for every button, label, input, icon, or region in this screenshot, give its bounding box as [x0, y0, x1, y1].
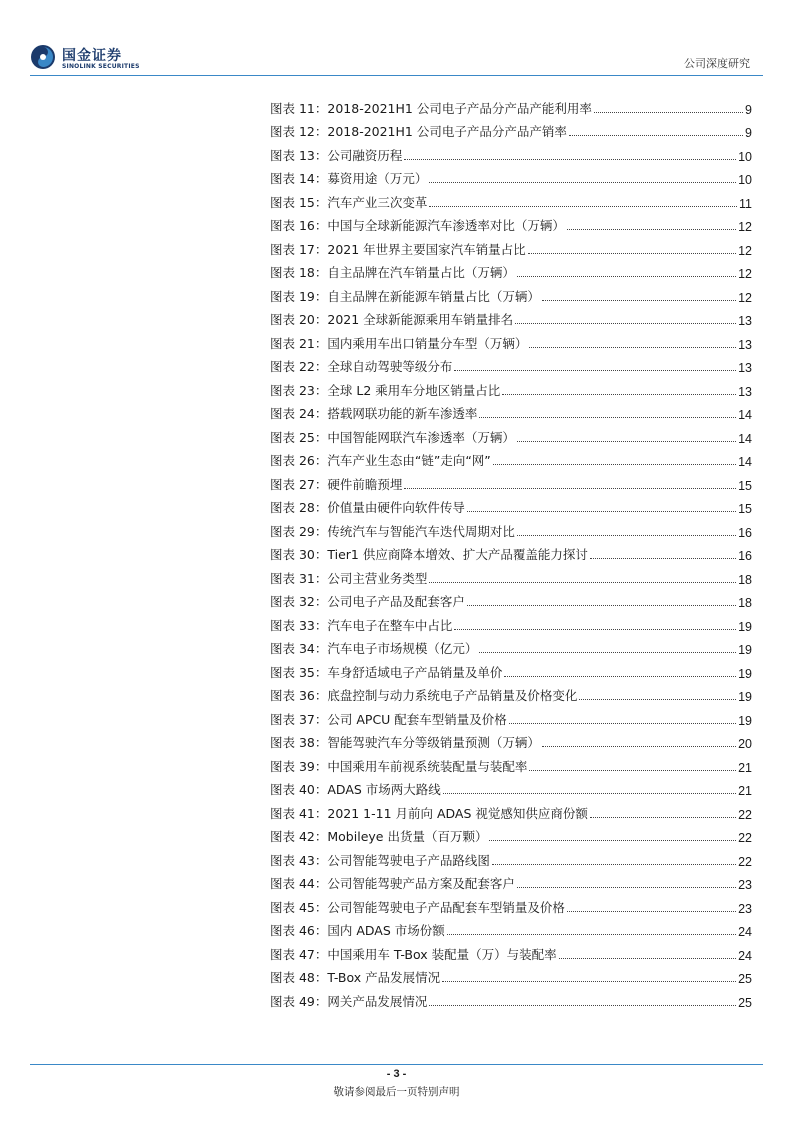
toc-leader-dots [429, 1004, 736, 1006]
toc-entry-label: 图表 42：Mobileye 出货量（百万颗） [270, 829, 488, 844]
toc-entry-page: 12 [738, 267, 752, 281]
toc-entry-page: 11 [739, 196, 752, 211]
toc-entry-label: 图表 37：公司 APCU 配套车型销量及价格 [270, 711, 507, 727]
toc-leader-dots [559, 957, 736, 959]
toc-leader-dots [489, 839, 736, 841]
toc-entry-label: 图表 49：网关产品发展情况 [270, 993, 428, 1009]
toc-leader-dots [492, 863, 736, 865]
toc-entry-label: 图表 41：2021 1-11 月前向 ADAS 视觉感知供应商份额 [270, 805, 588, 821]
toc-entry-label: 图表 17：2021 年世界主要国家汽车销量占比 [270, 241, 526, 257]
toc-entry-page: 24 [738, 925, 752, 939]
toc-entry-page: 22 [738, 831, 752, 845]
table-of-figures [270, 93, 752, 1010]
toc-entry-label: 图表 24：搭载网联功能的新车渗透率 [270, 406, 478, 421]
toc-entry[interactable] [270, 469, 752, 493]
toc-leader-dots [529, 346, 736, 348]
toc-entry[interactable] [270, 704, 752, 728]
toc-entry-page: 19 [738, 666, 752, 681]
toc-entry[interactable] [270, 399, 752, 423]
toc-entry-page: 14 [738, 455, 752, 469]
toc-entry[interactable] [270, 916, 752, 940]
toc-entry-label: 图表 15：汽车产业三次变革 [270, 194, 428, 210]
toc-entry[interactable] [270, 446, 752, 470]
toc-entry-page: 19 [738, 713, 752, 728]
toc-entry-label: 图表 38：智能驾驶汽车分等级销量预测（万辆） [270, 735, 540, 750]
toc-entry[interactable] [270, 211, 752, 235]
toc-entry-label: 图表 32：公司电子产品及配套客户 [270, 594, 465, 609]
toc-leader-dots [479, 651, 736, 653]
toc-entry[interactable] [270, 751, 752, 775]
toc-entry-label: 图表 22：全球自动驾驶等级分布 [270, 359, 453, 374]
toc-entry[interactable] [270, 986, 752, 1010]
toc-entry-page: 21 [738, 760, 752, 775]
toc-entry[interactable] [270, 281, 752, 305]
toc-entry[interactable] [270, 117, 752, 141]
toc-entry-label: 图表 23：全球 L2 乘用车分地区销量占比 [270, 382, 501, 398]
toc-entry-page: 23 [738, 901, 752, 916]
toc-entry-label: 图表 30：Tier1 供应商降本增效、扩大产品覆盖能力探讨 [270, 547, 588, 562]
toc-leader-dots [567, 228, 736, 230]
toc-entry[interactable] [270, 305, 752, 329]
toc-leader-dots [429, 181, 736, 183]
toc-leader-dots [429, 581, 736, 583]
toc-entry[interactable] [270, 352, 752, 376]
toc-entry-label: 图表 33：汽车电子在整车中占比 [270, 617, 453, 633]
toc-leader-dots [515, 322, 736, 324]
toc-entry[interactable] [270, 140, 752, 164]
toc-entry-label: 图表 44：公司智能驾驶产品方案及配套客户 [270, 876, 515, 891]
toc-entry[interactable] [270, 822, 752, 846]
page-number: - 3 - [386, 1068, 407, 1080]
toc-leader-dots [517, 440, 736, 442]
toc-entry[interactable] [270, 892, 752, 916]
toc-entry-page: 19 [738, 690, 752, 704]
toc-entry[interactable] [270, 845, 752, 869]
toc-entry-label: 图表 47：中国乘用车 T-Box 装配量（万）与装配率 [270, 946, 557, 962]
toc-entry-label: 图表 36：底盘控制与动力系统电子产品销量及价格变化 [270, 688, 578, 703]
toc-entry-page: 19 [738, 643, 752, 657]
toc-entry-label: 图表 39：中国乘用车前视系统装配量与装配率 [270, 758, 528, 774]
toc-leader-dots [467, 604, 736, 606]
toc-entry[interactable] [270, 681, 752, 705]
toc-entry[interactable] [270, 93, 752, 117]
toc-entry[interactable] [270, 563, 752, 587]
toc-entry-label: 图表 13：公司融资历程 [270, 147, 403, 163]
toc-entry-page: 12 [738, 243, 752, 258]
toc-entry-label: 图表 45：公司智能驾驶电子产品配套车型销量及价格 [270, 899, 565, 915]
toc-entry-page: 24 [738, 948, 752, 963]
toc-leader-dots [569, 134, 743, 136]
toc-entry-label: 图表 27：硬件前瞻预埋 [270, 476, 403, 492]
toc-entry[interactable] [270, 234, 752, 258]
toc-entry-page: 14 [738, 408, 752, 422]
toc-entry[interactable] [270, 540, 752, 564]
toc-entry-label: 图表 46：国内 ADAS 市场份额 [270, 923, 445, 938]
toc-entry-label: 图表 18：自主品牌在汽车销量占比（万辆） [270, 265, 515, 280]
toc-leader-dots [404, 158, 736, 160]
toc-leader-dots [594, 111, 743, 113]
toc-entry-label: 图表 11：2018-2021H1 公司电子产品分产品产能利用率 [270, 100, 592, 116]
toc-entry[interactable] [270, 164, 752, 188]
header-divider [30, 75, 763, 76]
toc-entry-page: 23 [738, 878, 752, 892]
toc-entry-page: 25 [738, 995, 752, 1010]
toc-entry[interactable] [270, 939, 752, 963]
toc-entry-page: 13 [738, 384, 752, 399]
toc-entry-page: 22 [738, 854, 752, 869]
toc-entry-page: 14 [738, 431, 752, 446]
toc-entry-label: 图表 43：公司智能驾驶电子产品路线图 [270, 852, 490, 868]
toc-leader-dots [517, 275, 736, 277]
toc-entry[interactable] [270, 728, 752, 752]
toc-entry-label: 图表 21：国内乘用车出口销量分车型（万辆） [270, 335, 528, 351]
toc-entry-page: 15 [738, 502, 752, 516]
toc-entry-page: 19 [738, 619, 752, 634]
toc-entry-label: 图表 40：ADAS 市场两大路线 [270, 782, 441, 797]
toc-entry-page: 9 [745, 102, 752, 117]
toc-entry[interactable] [270, 422, 752, 446]
toc-leader-dots [479, 416, 736, 418]
footer-divider [30, 1064, 763, 1065]
toc-entry-page: 18 [738, 596, 752, 610]
toc-entry-page: 15 [738, 478, 752, 493]
toc-entry-label: 图表 48：T-Box 产品发展情况 [270, 970, 441, 985]
toc-entry[interactable] [270, 516, 752, 540]
toc-leader-dots [542, 299, 736, 301]
toc-leader-dots [504, 675, 736, 677]
toc-entry-label: 图表 25：中国智能网联汽车渗透率（万辆） [270, 429, 515, 445]
toc-entry[interactable] [270, 187, 752, 211]
toc-entry-label: 图表 35：车身舒适域电子产品销量及单价 [270, 664, 503, 680]
logo-name-en: SINOLINK SECURITIES [62, 63, 140, 70]
toc-entry-label: 图表 14：募资用途（万元） [270, 171, 428, 186]
toc-entry-page: 12 [738, 220, 752, 234]
toc-entry[interactable] [270, 657, 752, 681]
toc-leader-dots [517, 534, 736, 536]
toc-entry-label: 图表 29：传统汽车与智能汽车迭代周期对比 [270, 523, 515, 539]
toc-entry-page: 18 [738, 572, 752, 587]
toc-leader-dots [454, 369, 736, 371]
toc-entry-page: 10 [738, 149, 752, 164]
toc-entry-page: 16 [738, 549, 752, 563]
toc-leader-dots [579, 698, 736, 700]
toc-entry[interactable] [270, 587, 752, 611]
toc-leader-dots [404, 487, 736, 489]
disclaimer-note: 敬请参阅最后一页特别声明 [333, 1086, 460, 1098]
toc-leader-dots [443, 792, 736, 794]
toc-entry-page: 10 [738, 173, 752, 187]
toc-entry[interactable] [270, 328, 752, 352]
report-type-label: 公司深度研究 [684, 57, 750, 70]
toc-entry-label: 图表 28：价值量由硬件向软件传导 [270, 500, 465, 515]
toc-leader-dots [442, 980, 736, 982]
toc-leader-dots [528, 252, 736, 254]
toc-leader-dots [429, 205, 737, 207]
toc-leader-dots [517, 886, 736, 888]
toc-entry-page: 22 [738, 807, 752, 822]
toc-entry[interactable] [270, 798, 752, 822]
toc-entry[interactable] [270, 610, 752, 634]
sinolink-logo-icon [30, 44, 56, 70]
toc-entry-page: 21 [738, 784, 752, 798]
logo-name-cn: 国金证券 [62, 48, 122, 64]
toc-leader-dots [529, 769, 736, 771]
toc-leader-dots [590, 816, 736, 818]
toc-leader-dots [542, 745, 736, 747]
toc-entry[interactable] [270, 963, 752, 987]
toc-entry-label: 图表 26：汽车产业生态由“链”走向“网” [270, 453, 491, 468]
toc-entry-page: 12 [738, 290, 752, 305]
toc-entry[interactable] [270, 869, 752, 893]
toc-entry[interactable] [270, 775, 752, 799]
toc-leader-dots [493, 463, 736, 465]
toc-entry-page: 13 [738, 337, 752, 352]
toc-entry[interactable] [270, 375, 752, 399]
toc-entry-page: 9 [745, 126, 752, 140]
toc-leader-dots [567, 910, 736, 912]
toc-entry-page: 13 [738, 361, 752, 375]
toc-entry-page: 16 [738, 525, 752, 540]
toc-entry-label: 图表 19：自主品牌在新能源车销量占比（万辆） [270, 288, 540, 304]
toc-entry[interactable] [270, 258, 752, 282]
toc-leader-dots [467, 510, 736, 512]
toc-entry-label: 图表 34：汽车电子市场规模（亿元） [270, 641, 478, 656]
toc-entry-page: 25 [738, 972, 752, 986]
toc-leader-dots [509, 722, 736, 724]
toc-leader-dots [454, 628, 736, 630]
toc-leader-dots [502, 393, 736, 395]
toc-entry[interactable] [270, 634, 752, 658]
toc-entry-label: 图表 20：2021 全球新能源乘用车销量排名 [270, 312, 514, 327]
toc-entry-label: 图表 31：公司主营业务类型 [270, 570, 428, 586]
toc-entry-label: 图表 16：中国与全球新能源汽车渗透率对比（万辆） [270, 218, 565, 233]
toc-entry-page: 13 [738, 314, 752, 328]
toc-entry-page: 20 [738, 737, 752, 751]
toc-entry[interactable] [270, 493, 752, 517]
toc-entry-label: 图表 12：2018-2021H1 公司电子产品分产品产销率 [270, 124, 567, 139]
toc-leader-dots [590, 557, 736, 559]
toc-leader-dots [447, 933, 736, 935]
page-header [0, 0, 793, 75]
